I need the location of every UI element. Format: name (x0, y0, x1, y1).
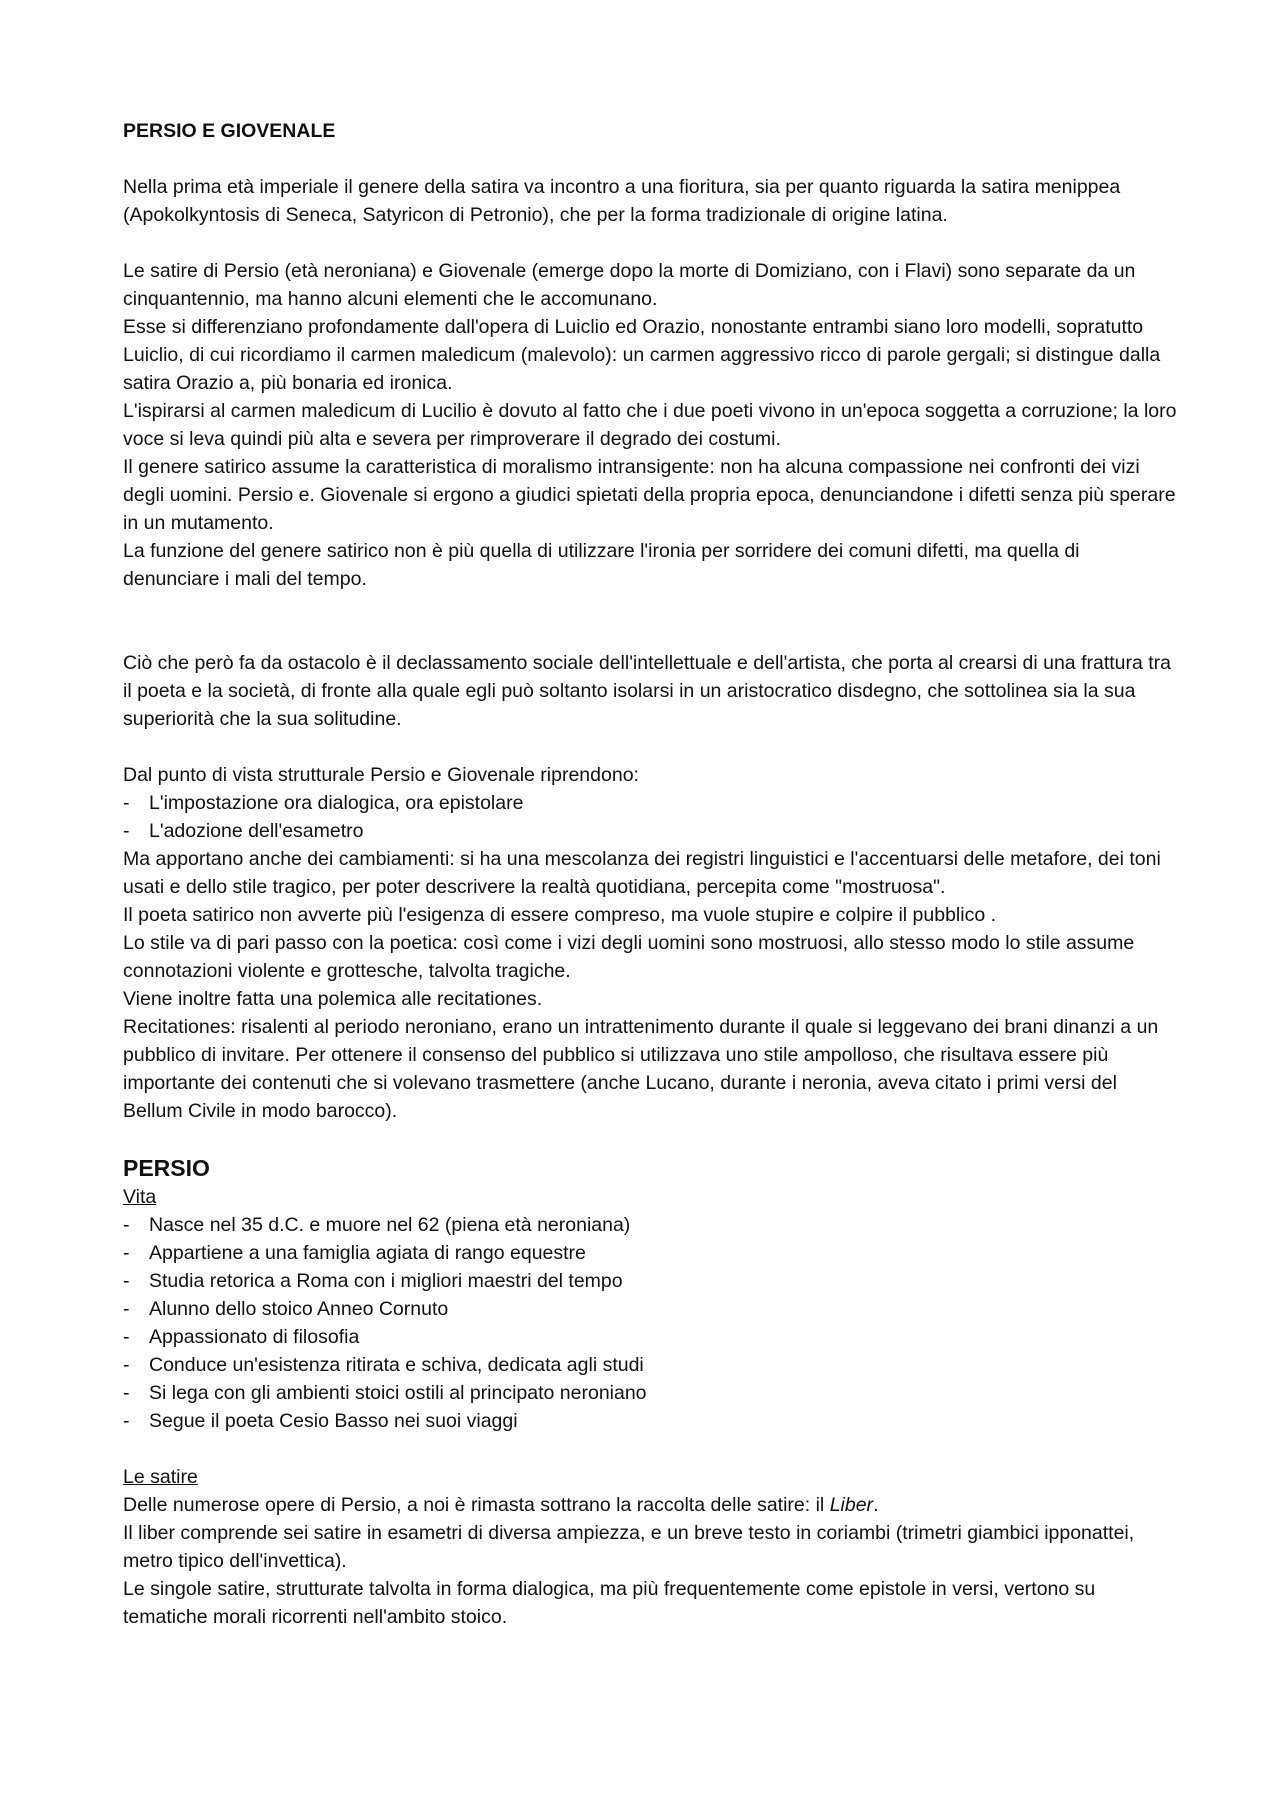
vita-list (123, 1211, 1180, 1435)
dash-marker: - (123, 1298, 130, 1320)
dash-marker: - (123, 820, 130, 842)
dash-marker: - (123, 1270, 130, 1292)
list-item (123, 1267, 1180, 1295)
list-item-text: Nasce nel 35 d.C. e muore nel 62 (piena età neroniana) (149, 1214, 631, 1236)
paragraph-cinquantennio: Le satire di Persio (età neroniana) e Giovenale (emerge dopo la morte di Domiziano, con i Flavi) sono separate da un cinquantennio, ma hanno alcuni elementi che le accomunano. (123, 260, 1136, 310)
list-item-text: Studia retorica a Roma con i migliori maestri del tempo (149, 1270, 623, 1292)
intro-paragraph: Nella prima età imperiale il genere della satira va incontro a una fioritura, sia per quanto riguarda la satira menippea (Apokolkyntosis di Seneca, Satyricon di Petronio), che per la forma tradizionale di origine latina. (123, 176, 1121, 226)
list-item (123, 1211, 1180, 1239)
list-item-text: L'adozione dell'esametro (149, 820, 364, 842)
list-item-text: Alunno dello stoico Anneo Cornuto (149, 1298, 449, 1320)
dash-marker: - (123, 1214, 130, 1236)
dash-marker: - (123, 792, 130, 814)
list-item (123, 1239, 1180, 1267)
liber-title: Liber (829, 1494, 874, 1516)
list-item-text: Appassionato di filosofia (149, 1326, 360, 1348)
dash-marker: - (123, 1382, 130, 1404)
dash-marker: - (123, 1326, 130, 1348)
paragraph-differenze: Esse si differenziano profondamente dall'opera di Luiclio ed Orazio, nonostante entrambi siano loro modelli, sopratutto Luiclio, di cui ricordiamo il carmen maledicum (malevolo): un carmen aggressivo ricco di parole gergali; si distingue dalla satira Orazio a, più bonaria ed ironica. (123, 316, 1161, 394)
subheading-satire: Le satire (123, 1466, 198, 1488)
list-item-text: Conduce un'esistenza ritirata e schiva, dedicata agli studi (149, 1354, 644, 1376)
structure-intro: Dal punto di vista strutturale Persio e Giovenale riprendono: (123, 764, 639, 786)
list-item (123, 1407, 1180, 1435)
dash-marker: - (123, 1354, 130, 1376)
section-heading-persio: PERSIO (123, 1155, 210, 1181)
dash-marker: - (123, 1242, 130, 1264)
paragraph-satire-temi: Le singole satire, strutturate talvolta in forma dialogica, ma più frequentemente come epistole in versi, vertono su tematiche morali ricorrenti nell'ambito stoico. (123, 1578, 1096, 1628)
list-item (123, 1323, 1180, 1351)
paragraph-liber (123, 1491, 1180, 1519)
list-item-text: Appartiene a una famiglia agiata di rango equestre (149, 1242, 586, 1264)
paragraph-pubblico: Il poeta satirico non avverte più l'esigenza di essere compreso, ma vuole stupire e colpire il pubblico . (123, 904, 997, 926)
paragraph-polemica: Viene inoltre fatta una polemica alle recitationes. (123, 988, 543, 1010)
list-item (123, 789, 1180, 817)
paragraph-liber-contenuto: Il liber comprende sei satire in esametri di diversa ampiezza, e un breve testo in coriambi (trimetri giambici ipponattei, metro tipico dell'invettica). (123, 1522, 1135, 1572)
subheading-vita: Vita (123, 1186, 157, 1208)
dash-marker: - (123, 1410, 130, 1432)
list-item-text: Si lega con gli ambienti stoici ostili al principato neroniano (149, 1382, 647, 1404)
list-item-text: L'impostazione ora dialogica, ora epistolare (149, 792, 524, 814)
list-item (123, 817, 1180, 845)
list-item-text: Segue il poeta Cesio Basso nei suoi viaggi (149, 1410, 518, 1432)
paragraph-recitationes: Recitationes: risalenti al periodo neroniano, erano un intrattenimento durante il quale si leggevano dei brani dinanzi a un pubblico di invitare. Per ottenere il consenso del pubblico si utilizzava uno stile ampolloso, che risultava essere più importante dei contenuti che si volevano trasmettere (anche Lucano, durante i neronia, aveva citato i primi versi del Bellum Civile in modo barocco). (123, 1016, 1159, 1122)
list-item (123, 1351, 1180, 1379)
spacer (123, 1435, 1180, 1463)
paragraph-ispirazione: L'ispirarsi al carmen maledicum di Lucilio è dovuto al fatto che i due poeti vivono in un'epoca soggetta a corruzione; la loro voce si leva quindi più alta e severa per rimproverare il degrado dei costumi. (123, 400, 1177, 450)
paragraph-cambiamenti: Ma apportano anche dei cambiamenti: si ha una mescolanza dei registri linguistici e l'accentuarsi delle metafore, dei toni usati e dello stile tragico, per poter descrivere la realtà quotidiana, percepita come "mostruosa". (123, 848, 1161, 898)
document-title: PERSIO E GIOVENALE (123, 120, 336, 142)
paragraph-moralismo: Il genere satirico assume la caratteristica di moralismo intransigente: non ha alcuna compassione nei confronti dei vizi degli uomini. Persio e. Giovenale si ergono a giudici spietati della propria epoca, denunciandone i difetti senza più sperare in un mutamento. (123, 456, 1176, 534)
paragraph-stile: Lo stile va di pari passo con la poetica: così come i vizi degli uomini sono mostruosi, allo stesso modo lo stile assume connotazioni violente e grottesche, talvolta tragiche. (123, 932, 1135, 982)
list-item (123, 1295, 1180, 1323)
paragraph-declassamento: Ciò che però fa da ostacolo è il declassamento sociale dell'intellettuale e dell'artista, che porta al crearsi di una frattura tra il poeta e la società, di fronte alla quale egli può soltanto isolarsi in un aristocratico disdegno, che sottolinea sia la sua superiorità che la sua solitudine. (123, 652, 1172, 730)
paragraph-funzione: La funzione del genere satirico non è più quella di utilizzare l'ironia per sorridere dei comuni difetti, ma quella di denunciare i mali del tempo. (123, 540, 1080, 590)
list-item (123, 1379, 1180, 1407)
liber-text-post: . (873, 1494, 879, 1516)
liber-text-pre: Delle numerose opere di Persio, a noi è rimasta sottrano la raccolta delle satire: il (123, 1494, 830, 1516)
structure-list (123, 789, 1180, 845)
